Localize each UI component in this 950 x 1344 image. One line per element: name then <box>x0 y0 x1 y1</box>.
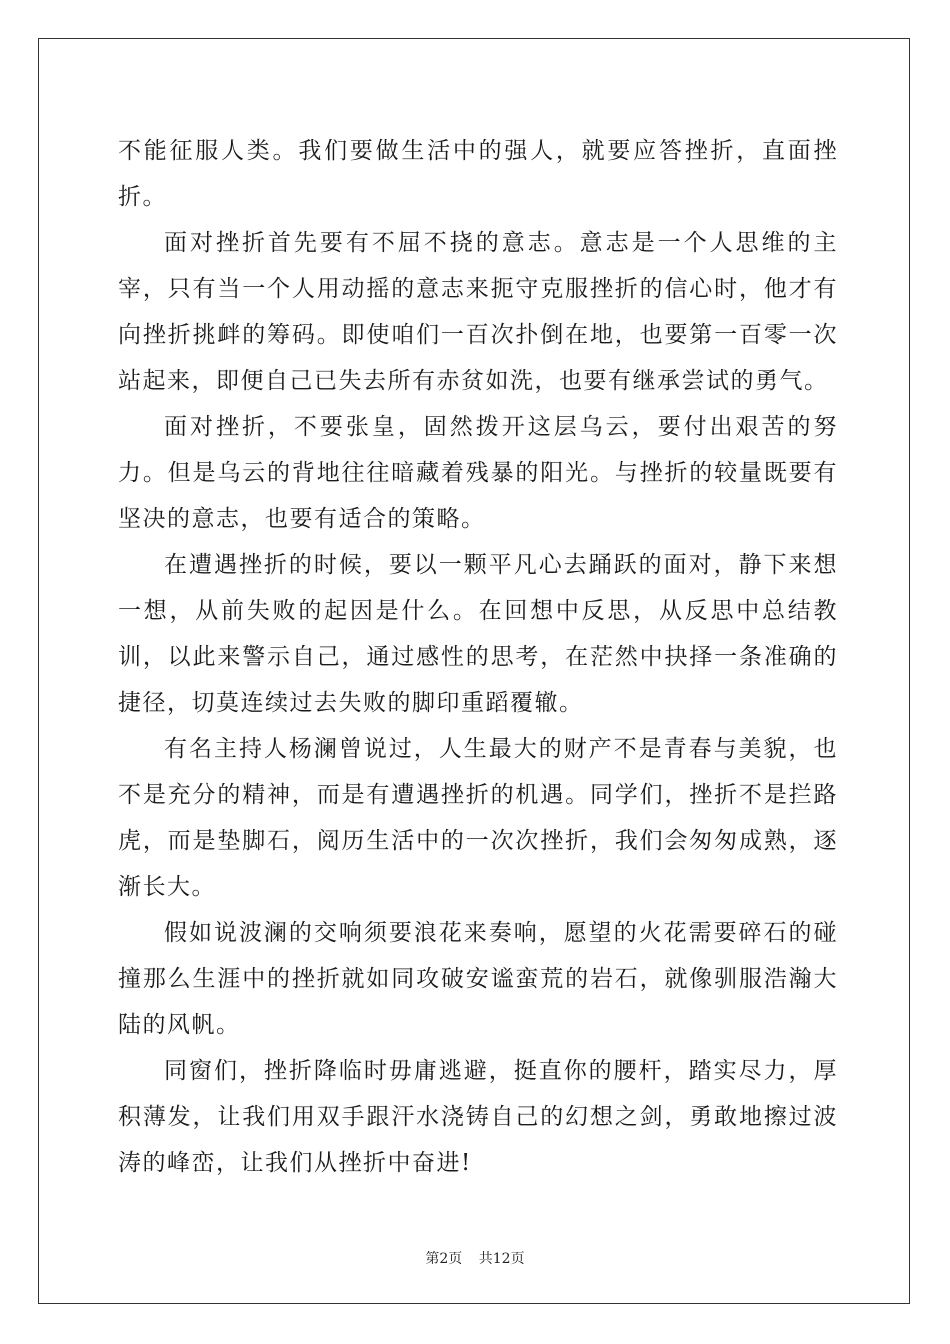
paragraph: 同窗们，挫折降临时毋庸逃避，挺直你的腰杆，踏实尽力，厚积薄发，让我们用双手跟汗水浇铸自己的幻想之剑，勇敢地擦过波涛的峰峦，让我们从挫折中奋进! <box>118 1058 838 1176</box>
document-body <box>118 128 838 1186</box>
paragraph: 面对挫折，不要张皇，固然拨开这层乌云，要付出艰苦的努力。但是乌云的背地往往暗藏着残暴的阳光。与挫折的较量既要有坚决的意志，也要有适合的策略。 <box>118 414 838 532</box>
page-footer <box>0 1248 950 1268</box>
paragraph: 不能征服人类。我们要做生活中的强人，就要应答挫折，直面挫折。 <box>118 138 838 210</box>
page-total: 共12页 <box>478 1251 525 1267</box>
paragraph: 假如说波澜的交响须要浪花来奏响，愿望的火花需要碎石的碰撞那么生涯中的挫折就如同攻破安谧蛮荒的岩石，就像驯服浩瀚大陆的风帆。 <box>118 920 838 1038</box>
page-number: 第2页 <box>425 1251 463 1267</box>
paragraph: 面对挫折首先要有不屈不挠的意志。意志是一个人思维的主宰，只有当一个人用动摇的意志来扼守克服挫折的信心时，他才有向挫折挑衅的筹码。即使咱们一百次扑倒在地，也要第一百零一次站起来，即便自己已失去所有赤贫如洗，也要有继承尝试的勇气。 <box>118 230 838 394</box>
paragraph: 在遭遇挫折的时候，要以一颗平凡心去踊跃的面对，静下来想一想，从前失败的起因是什么。在回想中反思，从反思中总结教训，以此来警示自己，通过感性的思考，在茫然中抉择一条准确的捷径，切莫连续过去失败的脚印重蹈覆辙。 <box>118 552 838 716</box>
paragraph: 有名主持人杨澜曾说过，人生最大的财产不是青春与美貌，也不是充分的精神，而是有遭遇挫折的机遇。同学们，挫折不是拦路虎，而是垫脚石，阅历生活中的一次次挫折，我们会匆匆成熟，逐渐长大。 <box>118 736 838 900</box>
